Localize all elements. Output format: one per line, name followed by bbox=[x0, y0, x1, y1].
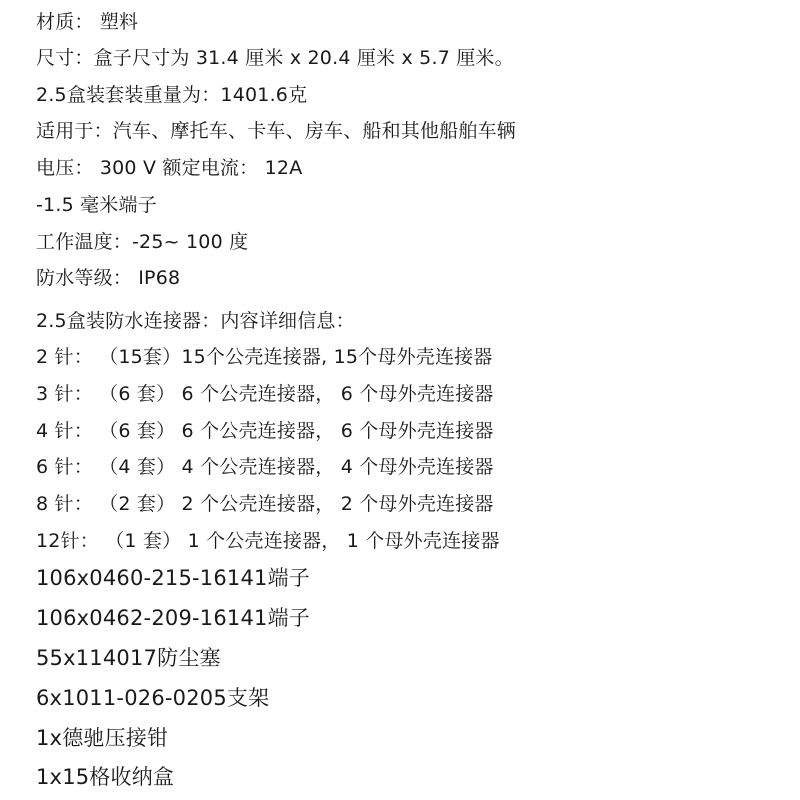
temperature-line: 工作温度：-25~ 100 度 bbox=[36, 231, 249, 253]
waterproof-line: 防水等级： IP68 bbox=[36, 267, 181, 289]
weight-line: 2.5盒装套装重量为：1401.6克 bbox=[36, 84, 308, 106]
terminal-item-2: 106x0462-209-16141端子 bbox=[36, 606, 310, 630]
contents-heading: 2.5盒装防水连接器：内容详细信息： bbox=[36, 310, 355, 332]
pin-8-line: 8 针： （2 套） 2 个公壳连接器， 2 个母外壳连接器 bbox=[36, 493, 494, 515]
size-line: 尺寸：盒子尺寸为 31.4 厘米 x 20.4 厘米 x 5.7 厘米。 bbox=[36, 47, 514, 69]
storage-box-item: 1x15格收纳盒 bbox=[36, 765, 175, 789]
dust-plug-item: 55x114017防尘塞 bbox=[36, 646, 221, 670]
voltage-current-line: 电压： 300 V 额定电流： 12A bbox=[36, 157, 303, 179]
pin-12-line: 12针： （1 套） 1 个公壳连接器， 1 个母外壳连接器 bbox=[36, 530, 500, 552]
applicable-line: 适用于：汽车、摩托车、卡车、房车、船和其他船舶车辆 bbox=[36, 120, 517, 142]
pin-3-line: 3 针： （6 套） 6 个公壳连接器， 6 个母外壳连接器 bbox=[36, 383, 494, 405]
material-line: 材质： 塑料 bbox=[36, 11, 139, 33]
pin-4-line: 4 针： （6 套） 6 个公壳连接器， 6 个母外壳连接器 bbox=[36, 420, 494, 442]
bracket-item: 6x1011-026-0205支架 bbox=[36, 686, 270, 710]
crimp-tool-item: 1x德驰压接钳 bbox=[36, 726, 169, 750]
terminal-line: -1.5 毫米端子 bbox=[36, 194, 157, 216]
pin-2-line: 2 针： （15套）15个公壳连接器, 15个母外壳连接器 bbox=[36, 346, 493, 368]
terminal-item-1: 106x0460-215-16141端子 bbox=[36, 566, 310, 590]
pin-6-line: 6 针： （4 套） 4 个公壳连接器， 4 个母外壳连接器 bbox=[36, 456, 494, 478]
